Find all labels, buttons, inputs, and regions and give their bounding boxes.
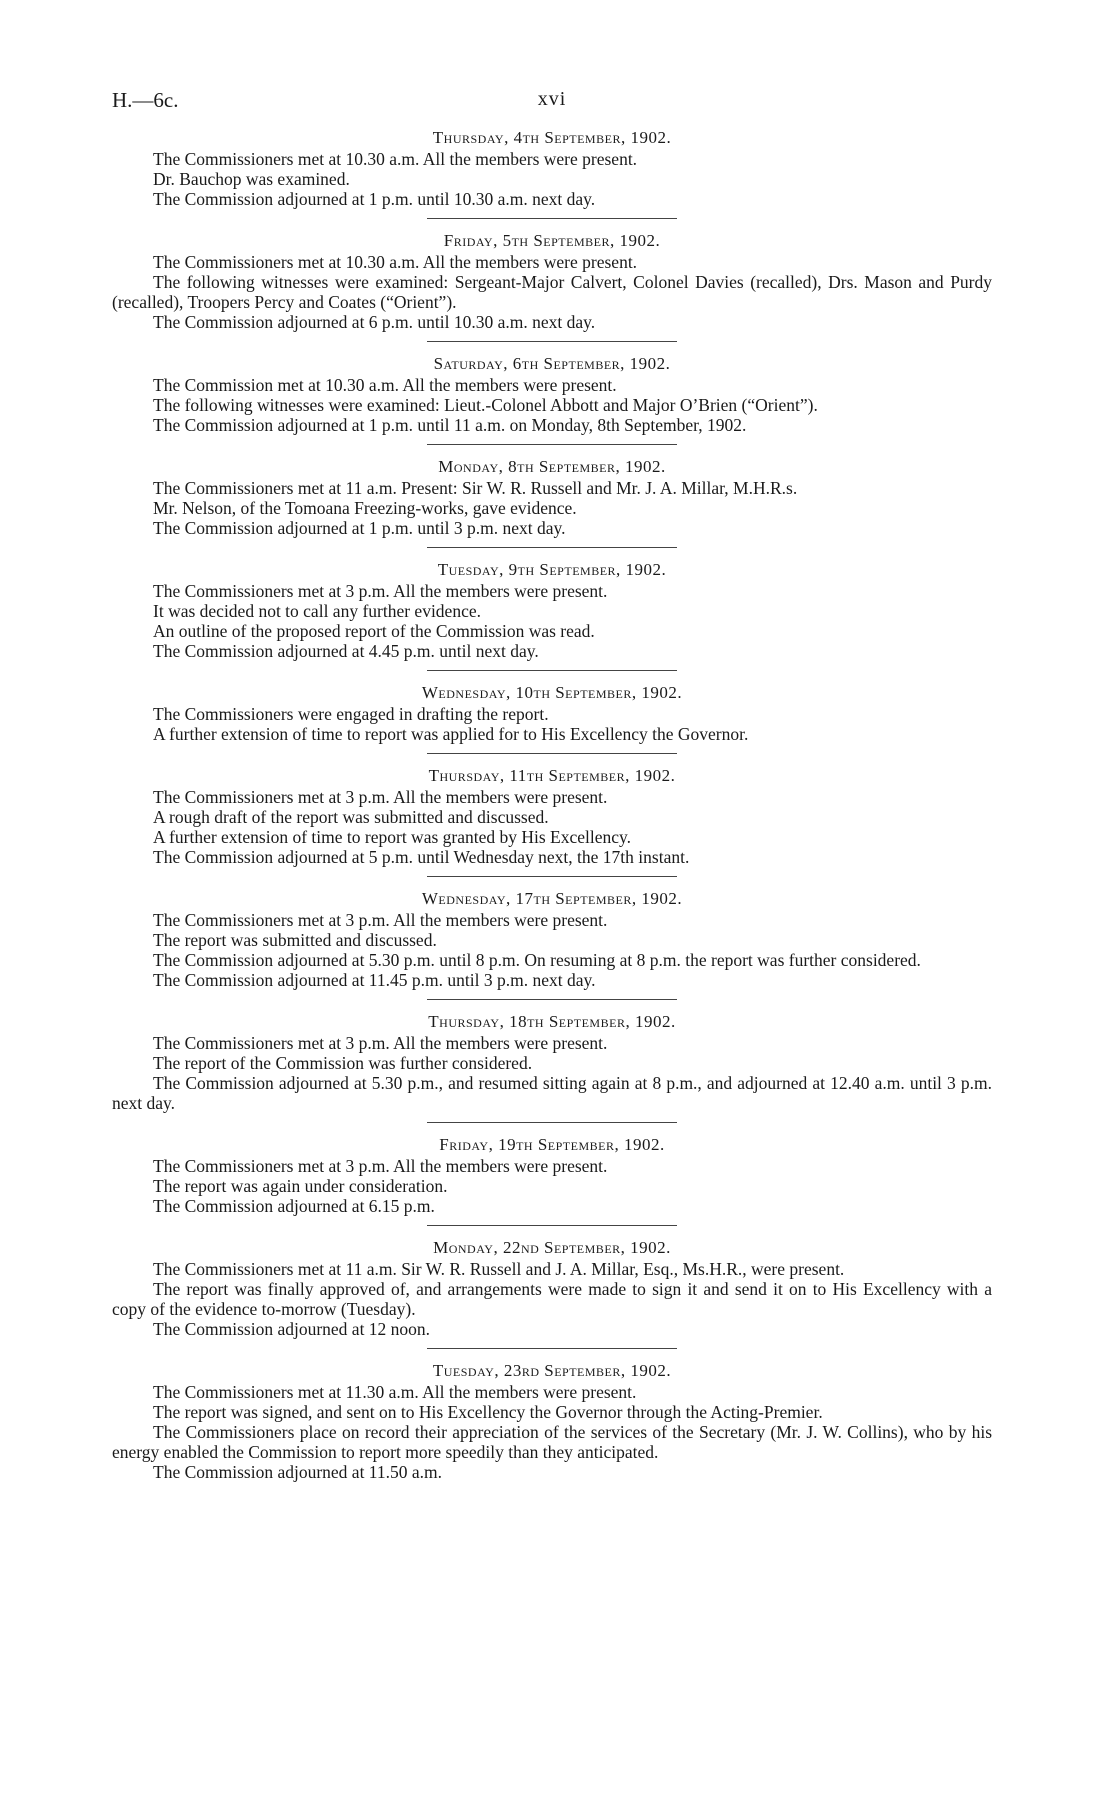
entry-paragraph: A further extension of time to report was applied for to His Excellency the Governor. xyxy=(153,724,749,744)
entry-date: Monday, 8th September, 1902. xyxy=(438,457,666,476)
entry-paragraph: The report was submitted and discussed. xyxy=(153,930,437,950)
entry-date: Friday, 19th September, 1902. xyxy=(439,1135,665,1154)
document-reference: H.—6c. xyxy=(112,88,179,112)
section-divider xyxy=(427,753,677,754)
entry-date: Thursday, 4th September, 1902. xyxy=(432,128,672,147)
entry-paragraph: The Commissioners met at 3 p.m. All the members were present. xyxy=(153,581,608,601)
document-page xyxy=(112,88,992,1482)
entry-date: Thursday, 18th September, 1902. xyxy=(428,1012,676,1031)
entry-date: Saturday, 6th September, 1902. xyxy=(433,354,671,373)
section-divider xyxy=(427,444,677,445)
section-divider xyxy=(427,218,677,219)
entry-paragraph: The Commission adjourned at 5.30 p.m., and resumed sitting again at 8 p.m., and adjourned at 12.40 a.m. until 3 p.m. next day. xyxy=(112,1073,992,1113)
section-divider xyxy=(427,999,677,1000)
entry-date: Thursday, 11th September, 1902. xyxy=(428,766,676,785)
minutes-entry xyxy=(112,128,992,209)
entry-paragraph: The Commissioners met at 3 p.m. All the members were present. xyxy=(153,910,608,930)
section-divider xyxy=(427,1122,677,1123)
entry-paragraph: The Commission adjourned at 12 noon. xyxy=(153,1319,431,1339)
entry-date: Wednesday, 17th September, 1902. xyxy=(421,889,683,908)
entry-date: Monday, 22nd September, 1902. xyxy=(433,1238,671,1257)
entry-paragraph: The following witnesses were examined: Sergeant-Major Calvert, Colonel Davies (recalled), Drs. Mason and Purdy (recalled), Troopers Percy and Coates (“Orient”). xyxy=(112,272,992,312)
entry-paragraph: The Commission adjourned at 1 p.m. until 10.30 a.m. next day. xyxy=(153,189,596,209)
entry-paragraph: Dr. Bauchop was examined. xyxy=(153,169,350,189)
minutes-entry xyxy=(112,231,992,332)
entry-paragraph: The report was finally approved of, and arrangements were made to sign it and send it on to His Excellency with a copy of the evidence to-morrow (Tuesday). xyxy=(112,1279,992,1319)
entry-paragraph: The Commissioners met at 10.30 a.m. All the members were present. xyxy=(153,252,638,272)
entry-paragraph: The Commissioners met at 10.30 a.m. All the members were present. xyxy=(153,149,638,169)
entry-paragraph: The Commission adjourned at 5 p.m. until Wednesday next, the 17th instant. xyxy=(153,847,690,867)
minutes-entry xyxy=(112,683,992,744)
minutes-entry xyxy=(112,560,992,661)
entry-paragraph: An outline of the proposed report of the Commission was read. xyxy=(153,621,595,641)
section-divider xyxy=(427,1348,677,1349)
entry-date: Tuesday, 23rd September, 1902. xyxy=(432,1361,672,1380)
entry-date: Wednesday, 10th September, 1902. xyxy=(421,683,683,702)
entry-paragraph: Mr. Nelson, of the Tomoana Freezing-works, gave evidence. xyxy=(153,498,577,518)
entry-paragraph: A further extension of time to report was granted by His Excellency. xyxy=(153,827,632,847)
entry-date: Tuesday, 9th September, 1902. xyxy=(437,560,667,579)
entry-paragraph: The report was again under consideration. xyxy=(153,1176,448,1196)
entry-paragraph: The Commissioners met at 3 p.m. All the members were present. xyxy=(153,1156,608,1176)
entry-paragraph: The Commissioners met at 11.30 a.m. All the members were present. xyxy=(153,1382,637,1402)
entry-paragraph: The Commissioners met at 11 a.m. Present: Sir W. R. Russell and Mr. J. A. Millar, M.H.R.s. xyxy=(153,478,798,498)
section-divider xyxy=(427,1225,677,1226)
entry-paragraph: The Commission adjourned at 1 p.m. until 11 a.m. on Monday, 8th September, 1902. xyxy=(153,415,747,435)
entry-paragraph: The Commissioners met at 3 p.m. All the members were present. xyxy=(153,787,608,807)
entry-date: Friday, 5th September, 1902. xyxy=(443,231,661,250)
section-divider xyxy=(427,547,677,548)
minutes-entry xyxy=(112,354,992,435)
section-divider xyxy=(427,670,677,671)
entry-paragraph: The Commission adjourned at 11.50 a.m. xyxy=(153,1462,443,1482)
entry-paragraph: The Commission met at 10.30 a.m. All the members were present. xyxy=(153,375,617,395)
entry-paragraph: The report of the Commission was further considered. xyxy=(153,1053,533,1073)
minutes-entry xyxy=(112,1135,992,1216)
entry-paragraph: The Commission adjourned at 11.45 p.m. until 3 p.m. next day. xyxy=(153,970,596,990)
entry-paragraph: The Commission adjourned at 6 p.m. until 10.30 a.m. next day. xyxy=(153,312,596,332)
minutes-entry xyxy=(112,889,992,990)
entry-paragraph: The Commissioners met at 3 p.m. All the members were present. xyxy=(153,1033,608,1053)
section-divider xyxy=(427,876,677,877)
minutes-entry xyxy=(112,766,992,867)
entry-paragraph: The Commission adjourned at 6.15 p.m. xyxy=(153,1196,435,1216)
minutes-entry xyxy=(112,1238,992,1339)
minutes-entry xyxy=(112,1361,992,1482)
page-number: xvi xyxy=(537,88,567,110)
entry-paragraph: The report was signed, and sent on to His Excellency the Governor through the Acting-Premier. xyxy=(153,1402,823,1422)
entry-paragraph: It was decided not to call any further evidence. xyxy=(153,601,481,621)
entry-paragraph: The Commission adjourned at 1 p.m. until 3 p.m. next day. xyxy=(153,518,566,538)
entry-paragraph: The Commissioners met at 11 a.m. Sir W. R. Russell and J. A. Millar, Esq., Ms.H.R., were present. xyxy=(153,1259,845,1279)
page-header xyxy=(112,88,992,128)
entry-paragraph: The Commissioners place on record their appreciation of the services of the Secretary (Mr. J. W. Collins), who by his energy enabled the Commission to report more speedily than they anticipated. xyxy=(112,1422,992,1462)
entry-paragraph: The Commission adjourned at 5.30 p.m. until 8 p.m. On resuming at 8 p.m. the report was further considered. xyxy=(153,950,921,970)
minutes-entry xyxy=(112,1012,992,1113)
section-divider xyxy=(427,341,677,342)
entry-paragraph: The Commission adjourned at 4.45 p.m. until next day. xyxy=(153,641,539,661)
entry-paragraph: A rough draft of the report was submitted and discussed. xyxy=(153,807,549,827)
entry-paragraph: The Commissioners were engaged in drafting the report. xyxy=(153,704,549,724)
minutes-entry xyxy=(112,457,992,538)
entry-paragraph: The following witnesses were examined: Lieut.-Colonel Abbott and Major O’Brien (“Orient”). xyxy=(153,395,818,415)
